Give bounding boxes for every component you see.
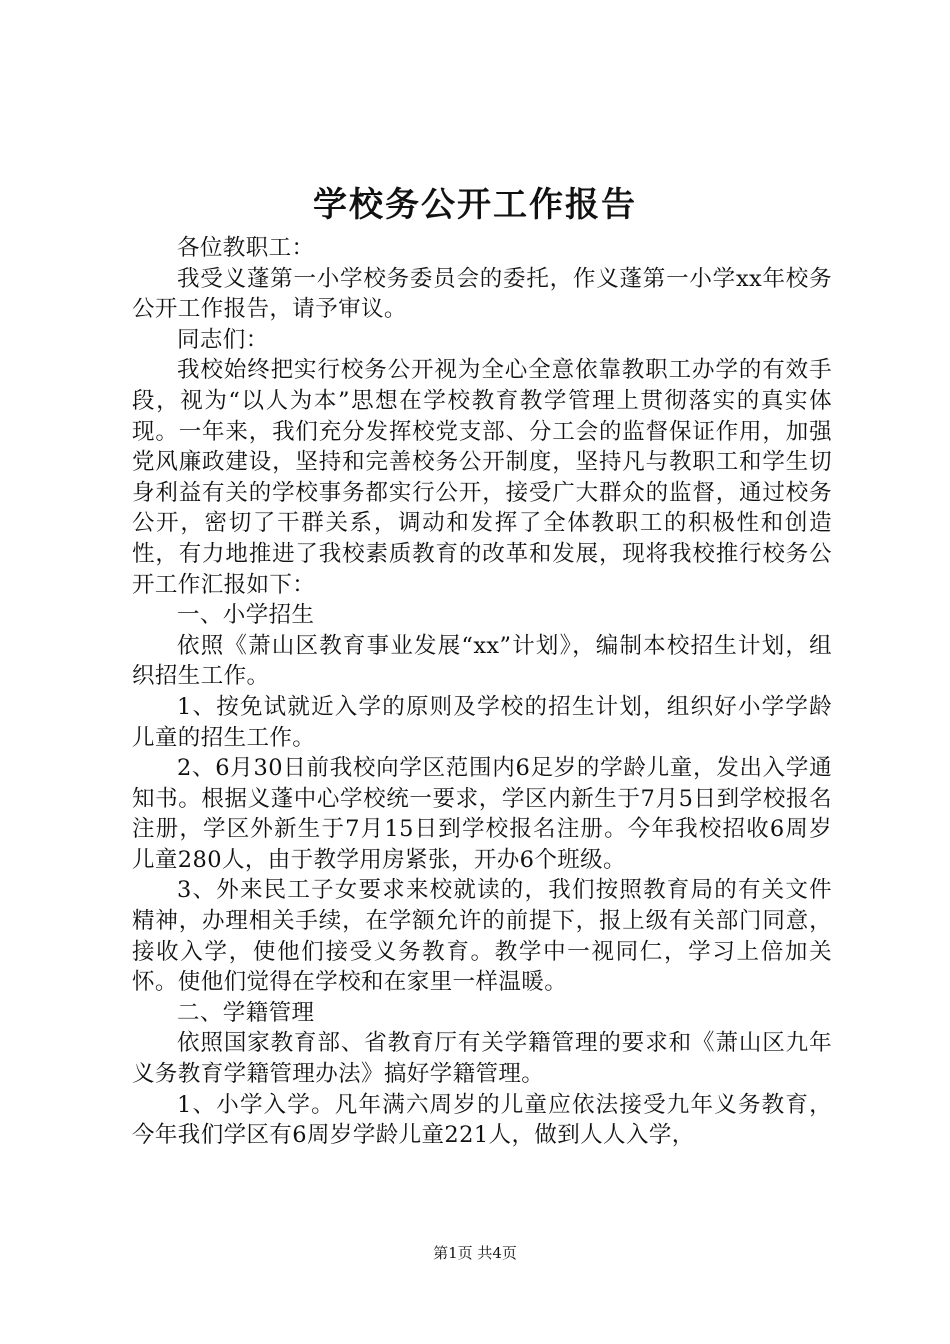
paragraph-salutation: 各位教职工：	[177, 235, 315, 261]
list-item-enrollment-3: 3、外来民工子女要求来校就读的，我们按照教育局的有关文件精神，办理相关手续，在学额允许的前提下，报上级有关部门同意，接收入学，使他们接受义务教育。教学中一视同仁，学习上倍加关怀。使他们觉得在学校和在家里一样温暖。	[132, 877, 832, 996]
paragraph-enrollment-plan: 依照《萧山区教育事业发展“xx”计划》，编制本校招生计划，组织招生工作。	[132, 632, 832, 690]
page-number-footer: 第1页 共4页	[433, 1244, 517, 1262]
list-item-enrollment-2: 2、6月30日前我校向学区范围内6足岁的学龄儿童，发出入学通知书。根据义蓬中心学校统一要求，学区内新生于7月5日到学校报名注册，学区外新生于7月15日到学校报名注册。今年我校招收6周岁儿童280人，由于教学用房紧张，开办6个班级。	[132, 755, 832, 873]
list-item-enrollment-1: 1、按免试就近入学的原则及学校的招生计划，组织好小学学龄儿童的招生工作。	[132, 693, 832, 751]
document-title: 学校务公开工作报告	[313, 185, 637, 225]
section-heading-student-records: 二、学籍管理	[177, 999, 315, 1026]
paragraph-comrades: 同志们：	[177, 326, 269, 353]
paragraph-overview: 我校始终把实行校务公开视为全心全意依靠教职工办学的有效手段，视为“以人为本”思想在学校教育教学管理上贯彻落实的真实体现。一年来，我们充分发挥校党支部、分工会的监督保证作用，加强党风廉政建设，坚持和完善校务公开制度，坚持凡与教职工和学生切身利益有关的学校事务都实行公开，接受广大群众的监督，通过校务公开，密切了干群关系，调动和发挥了全体教职工的积极性和创造性，有力地推进了我校素质教育的改革和发展，现将我校推行校务公开工作汇报如下：	[132, 357, 832, 598]
list-item-records-1: 1、小学入学。凡年满六周岁的儿童应依法接受九年义务教育，今年我们学区有6周岁学龄儿童221人，做到人人入学，	[132, 1091, 832, 1149]
paragraph-records-policy: 依照国家教育部、省教育厅有关学籍管理的要求和《萧山区九年义务教育学籍管理办法》搞好学籍管理。	[132, 1030, 832, 1088]
document-body	[132, 233, 832, 1151]
paragraph-intro: 我受义蓬第一小学校务委员会的委托，作义蓬第一小学xx年校务公开工作报告，请予审议。	[132, 265, 832, 323]
section-heading-enrollment: 一、小学招生	[177, 602, 315, 629]
